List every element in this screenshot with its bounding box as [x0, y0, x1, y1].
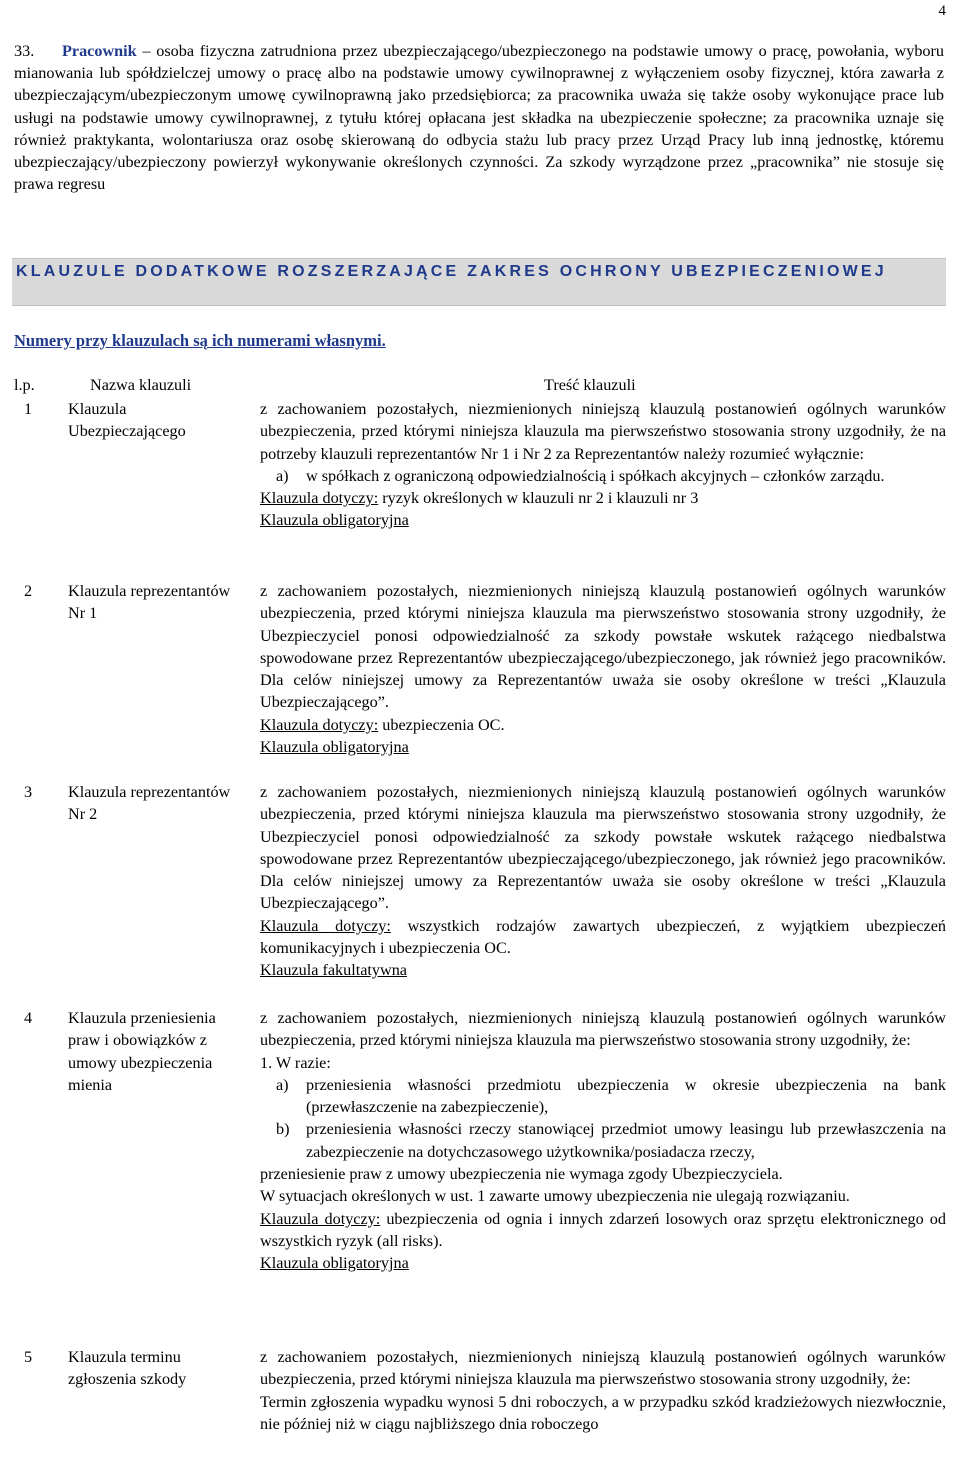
clause-status — [260, 736, 946, 758]
applies-label: Klauzula dotyczy: — [260, 489, 379, 508]
clause-status — [260, 959, 946, 981]
clause-name: Klauzula reprezentantów Nr 1 — [68, 582, 231, 623]
clause-content — [260, 1007, 946, 1275]
applies-label: Klauzula dotyczy: — [260, 715, 379, 734]
clause-applies — [260, 915, 946, 960]
clause-intro: z zachowaniem pozostałych, niezmienionych niniejszą klauzulą postanowień ogólnych warunków ubezpieczenia, przed którymi niniejsza klauzula ma pierwszeństwo stosowania strony uzgodniły, że: — [260, 1009, 946, 1050]
applies-text: wszystkich rodzajów zawartych ubezpieczeń, z wyjątkiem ubezpieczeń komunikacyjnych i ubezpieczenia OC. — [260, 916, 946, 958]
clause-item-a — [260, 465, 946, 487]
applies-text: ubezpieczenia od ognia i innych zdarzeń losowych oraz sprzętu elektronicznego od wszystkich ryzyk (all risks). — [260, 1209, 946, 1250]
clause-content — [260, 781, 946, 982]
clause-status — [260, 1252, 946, 1274]
clause-name: Klauzula przeniesienia praw i obowiązków z umowy ubezpieczenia mienia — [68, 1009, 216, 1094]
clause-intro: z zachowaniem pozostałych, niezmienionych niniejszą klauzulą postanowień ogólnych warunków ubezpieczenia, przed którymi niniejsza klauzula ma pierwszeństwo stosowania strony uzgodniły, że Ubezpieczyciel ponosi odpowiedzialność za szkody powstałe wskutek rażącego niedbalstwa spowodowane przez Reprezentantów ubezpieczającego/ubezpieczonego, jak również jego pracowników. Dla celów niniejszej umowy za Reprezentantów uważa sie osoby określone w treści „Klauzula Ubezpieczającego”. — [260, 783, 946, 913]
item-letter: a) — [276, 1075, 289, 1094]
item-text: przeniesienia własności rzeczy stanowiącej przedmiot umowy leasingu lub przewłaszczenia na zabezpieczenie na dotychczasowego użytkownika/posiadacza rzeczy, — [306, 1120, 946, 1161]
clause-status — [260, 509, 946, 531]
clause-after-2: W sytuacjach określonych w ust. 1 zawarte umowy ubezpieczenia nie ulegają rozwiązaniu. — [260, 1187, 850, 1206]
clause-intro: z zachowaniem pozostałych, niezmienionych niniejszą klauzulą postanowień ogólnych warunków ubezpieczenia, przed którymi niniejsza klauzula ma pierwszeństwo stosowania strony uzgodniły, że na potrzeby klauzuli reprezentantów Nr 1 i Nr 2 za Reprezentantów należy rozumieć wyłącznie: — [260, 400, 946, 463]
clause-lp: 1 — [24, 400, 33, 418]
applies-label: Klauzula dotyczy: — [260, 1209, 381, 1228]
status-text: Klauzula fakultatywna — [260, 961, 407, 980]
clause-after-1: Termin zgłoszenia wypadku wynosi 5 dni roboczych, a w przypadku szkód kradzieżowych niezwłocznie, nie później niż w ciągu najbliższego dnia roboczego — [260, 1392, 946, 1433]
status-text: Klauzula obligatoryjna — [260, 1254, 409, 1273]
clause-applies — [260, 714, 946, 736]
clause-name: Klauzula terminu zgłoszenia szkody — [68, 1348, 187, 1389]
clause-after-1: przeniesienie praw z umowy ubezpieczenia nie wymaga zgody Ubezpieczyciela. — [260, 1165, 783, 1184]
clause-lp: 3 — [24, 783, 33, 801]
clause-intro: z zachowaniem pozostałych, niezmienionych niniejszą klauzulą postanowień ogólnych warunków ubezpieczenia, przed którymi niniejsza klauzula ma pierwszeństwo stosowania strony uzgodniły, że Ubezpieczyciel ponosi odpowiedzialność za szkody powstałe wskutek rażącego niedbalstwa spowodowane przez Reprezentantów ubezpieczającego/ubezpieczonego, jak również jego pracowników. Dla celów niniejszej umowy za Reprezentantów uważa sie osoby określone w treści „Klauzula Ubezpieczającego”. — [260, 582, 946, 712]
header-name: Nazwa klauzuli — [90, 376, 192, 394]
clause-content — [260, 1346, 946, 1435]
clause-item-b — [260, 1118, 946, 1163]
numbering-note: Numery przy klauzulach są ich numerami własnymi. — [14, 331, 386, 350]
header-content: Treść klauzuli — [544, 376, 636, 394]
applies-text: ryzyk określonych w klauzuli nr 2 i klauzuli nr 3 — [378, 489, 699, 508]
definition-term: Pracownik — [62, 42, 137, 60]
clause-lp: 5 — [24, 1348, 33, 1366]
clause-content — [260, 398, 946, 532]
status-text: Klauzula obligatoryjna — [260, 511, 409, 530]
clause-lp: 4 — [24, 1009, 33, 1027]
definition-text: – osoba fizyczna zatrudniona przez ubezpieczającego/ubezpieczonego na podstawie umowy o pracę, powołania, wyboru mianowania lub spółdzielczej umowy o pracę albo na podstawie umowy cywilnoprawnej z wyłączeniem osoby fizycznej, która zawarła z ubezpieczającym/ubezpieczonym umowę cywilnoprawną jako przedsiębiorca; za pracownika uważa się także osoby wykonujące prace lub usługi na podstawie umowy cywilnoprawnej, z tytułu której opłacana jest składka na ubezpieczenie społeczne; za pracownika uznaje się również praktykanta, wolontariusza oraz osobę skierowaną do odbycia stażu lub pracy przez Urząd Pracy lub inną jednostkę, któremu ubezpieczający/ubezpieczony powierzył wykonywanie określonych czynności. Za szkody wyrządzone przez „pracownika” nie stosuje się prawa regresu — [14, 42, 944, 194]
clause-name: Klauzula reprezentantów Nr 2 — [68, 783, 231, 824]
item-letter: b) — [276, 1120, 290, 1139]
clause-lp: 2 — [24, 582, 33, 600]
clause-content — [260, 580, 946, 758]
item-text: w spółkach z ograniczoną odpowiedzialnością i spółkach akcyjnych – członków zarządu. — [306, 466, 885, 485]
item-text: przeniesienia własności przedmiotu ubezpieczenia w okresie ubezpieczenia na bank (przewłaszczenie na zabezpieczenie), — [306, 1075, 946, 1117]
item-letter: a) — [276, 466, 289, 485]
definition-number: 33. — [14, 42, 35, 60]
section-header-band — [12, 258, 946, 306]
clause-name: Klauzula Ubezpieczającego — [68, 400, 186, 441]
clause-applies — [260, 1208, 946, 1253]
status-text: Klauzula obligatoryjna — [260, 738, 409, 757]
applies-text: ubezpieczenia OC. — [378, 715, 505, 734]
page-number: 4 — [938, 3, 946, 19]
applies-label: Klauzula dotyczy: — [260, 916, 391, 935]
header-lp: l.p. — [14, 376, 35, 394]
definition-33 — [14, 40, 944, 195]
table-header — [14, 374, 946, 396]
clause-item-a — [260, 1074, 946, 1119]
clause-applies — [260, 487, 946, 509]
clause-point-1: 1. W razie: — [260, 1053, 331, 1072]
section-title: KLAUZULE DODATKOWE ROZSZERZAJĄCE ZAKRES OCHRONY UBEZPIECZENIOWEJ — [16, 263, 887, 280]
clause-intro: z zachowaniem pozostałych, niezmienionych niniejszą klauzulą postanowień ogólnych warunków ubezpieczenia, przed którymi niniejsza klauzula ma pierwszeństwo stosowania strony uzgodniły, że: — [260, 1348, 946, 1389]
